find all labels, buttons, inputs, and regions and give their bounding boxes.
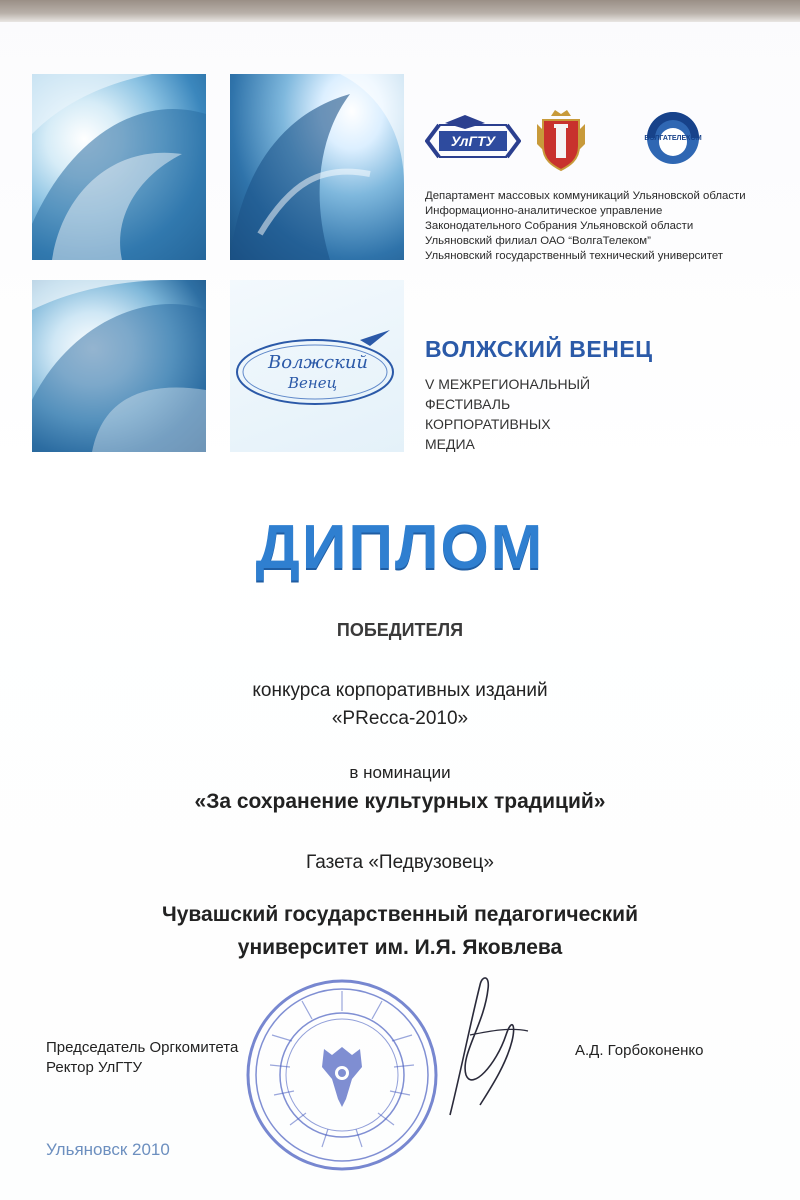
organizer-line: Законодательного Собрания Ульяновской области	[425, 220, 694, 232]
organizer-line: Департамент массовых коммуникаций Ульяновской области	[425, 190, 746, 202]
contest-line-1: конкурса корпоративных изданий	[252, 680, 548, 701]
svg-text:ВОЛГАТЕЛЕКОМ: ВОЛГАТЕЛЕКОМ	[644, 135, 702, 142]
svg-text:Волжский: Волжский	[268, 352, 369, 373]
volgatelecom-logo	[633, 110, 713, 174]
ulyanovsk-coat-of-arms-logo	[535, 110, 587, 172]
festival-subtitle-line: ФЕСТИВАЛЬ	[425, 396, 511, 412]
signatory-role-line-1: Председатель Оргкомитета	[46, 1039, 239, 1056]
contest-line-2: «PRесса-2010»	[331, 708, 469, 729]
festival-subtitle	[425, 374, 685, 454]
city-year: Ульяновск 2010	[46, 1140, 170, 1159]
wave-photo-1	[32, 74, 206, 260]
signatory-role-line-2: Ректор УлГТУ	[46, 1059, 143, 1076]
festival-subtitle-line: КОРПОРАТИВНЫХ	[425, 416, 551, 432]
festival-subtitle-line: V МЕЖРЕГИОНАЛЬНЫЙ	[425, 376, 591, 392]
wave-photo-3	[32, 280, 206, 452]
wave-photo-2	[230, 74, 404, 260]
signatory-name: А.Д. Горбоконенко	[575, 1042, 704, 1059]
organizer-line: Ульяновский государственный технический университет	[425, 250, 723, 262]
scan-top-edge	[0, 0, 800, 22]
handwritten-signature	[420, 965, 540, 1125]
nomination-label: в номинации	[349, 763, 451, 782]
organizers-list	[425, 189, 795, 264]
official-stamp	[232, 975, 452, 1175]
university-line-2: университет им. И.Я. Яковлева	[237, 936, 563, 959]
svg-text:Венец: Венец	[288, 374, 338, 392]
festival-title: ВОЛЖСКИЙ ВЕНЕЦ	[425, 336, 653, 362]
signatory-role	[46, 1038, 238, 1078]
diploma-heading: ДИПЛОМ	[255, 513, 545, 582]
volzhsky-venets-logo	[230, 280, 404, 452]
festival-subtitle-line: МЕДИА	[425, 436, 475, 452]
svg-text:УлГТУ: УлГТУ	[450, 133, 496, 149]
ulgtu-logo	[425, 115, 521, 167]
newspaper-name: Газета «Педвузовец»	[306, 852, 494, 873]
university-line-1: Чувашский государственный педагогический	[161, 903, 639, 926]
organizer-line: Ульяновский филиал ОАО “ВолгаТелеком”	[425, 235, 651, 247]
nomination-title: «За сохранение культурных традиций»	[194, 790, 606, 813]
organizer-line: Информационно-аналитическое управление	[425, 205, 663, 217]
festival-logo-tile	[230, 280, 404, 452]
winner-label: ПОБЕДИТЕЛЯ	[336, 620, 464, 640]
organizer-logos	[425, 110, 725, 180]
